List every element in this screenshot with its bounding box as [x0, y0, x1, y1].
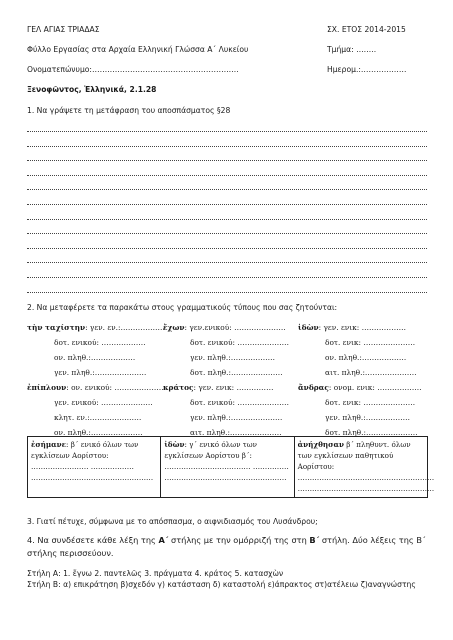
grammar-item: ον. πληθ.:………………… — [54, 428, 143, 437]
grammar-item: γεν. πληθ.:……………… — [325, 413, 411, 422]
answer-line[interactable] — [27, 130, 427, 132]
grammar-item: δοτ. ενικού: ………………… — [190, 398, 290, 407]
question-1: 1. Να γράψετε τη μετάφραση του αποσπάσματος §28 — [27, 106, 231, 115]
grammar-item: δοτ. πληθ.:………………… — [325, 428, 418, 437]
answer-line[interactable] — [27, 188, 427, 190]
class-field: Τμήμα: …….. — [327, 45, 377, 54]
grammar-item: γεν. πληθ.:……………… — [190, 353, 276, 362]
question-4-line2: στήλης περισσεύουν. — [27, 548, 114, 558]
date-field: Ημερομ.:……………… — [327, 65, 407, 74]
answer-line[interactable] — [27, 145, 427, 147]
source-title: Ξενοφῶντος, Ἑλληνικά, 2.1.28 — [27, 85, 157, 94]
grammar-item: δοτ. ενικού: ………………… — [190, 338, 290, 347]
verb-forms-table — [27, 436, 435, 498]
question-4: 4. Να συνδέσετε κάθε λέξη της Α΄ στήλης με την ομόρριζή της στη Β΄ στήλη. Δύο λέξεις της Β΄ — [27, 535, 427, 545]
grammar-item: τὴν ταχίστην: γεν. εν.:……………… — [27, 323, 165, 332]
table-cell: ἰδὼν: γ΄ ενικό όλων των εγκλίσεων Αορίστου β΄: ……………………………… …………… …………………………………………… — [161, 437, 294, 498]
grammar-item: αιτ. πληθ.:………………… — [325, 368, 417, 377]
grammar-item: ἔχων: γεν.ενικού: ………………… — [163, 323, 286, 332]
question-2: 2. Να μεταφέρετε τα παρακάτω στους γραμματικούς τύπους που σας ζητούνται: — [27, 303, 338, 312]
grammar-item: ον. πληθ.:……………… — [54, 353, 136, 362]
grammar-item: ον. πληθ.:……………… — [325, 353, 407, 362]
answer-line[interactable] — [27, 159, 427, 161]
grammar-item: αιτ. πληθ.:………………… — [190, 428, 282, 437]
answer-line[interactable] — [27, 276, 427, 278]
worksheet-title: Φύλλο Εργασίας στα Αρχαία Ελληνική Γλώσσα Α΄ Λυκείου — [27, 45, 249, 54]
grammar-item: δοτ. ενικού: ……………… — [54, 338, 146, 347]
grammar-item: γεν. πληθ.:………………… — [190, 413, 283, 422]
answer-line[interactable] — [27, 203, 427, 205]
answer-line[interactable] — [27, 218, 427, 220]
school-name: ΓΕΛ ΑΓΙΑΣ ΤΡΙΑΔΑΣ — [27, 25, 100, 34]
grammar-item: δοτ. πληθ.:………………… — [190, 368, 283, 377]
table-cell: ἀνήχθησαν β΄ πληθυντ. όλων των εγκλίσεων παθητικού Αορίστου: ………………………………………………… ………………………………………………… — [294, 437, 427, 498]
table-cell: ἐσήμανε: β΄ ενικό όλων των εγκλίσεων Αορίστου: …………………… ……………… …………………………………………… — [28, 437, 161, 498]
grammar-item: ἐπίπλουν: ον. ενικού: ………………… — [27, 383, 167, 392]
grammar-item: γεν. πληθ.:………………… — [54, 368, 147, 377]
name-field: Ονοματεπώνυμο:…………………………………………………. — [27, 65, 239, 74]
grammar-item: γεν. ενικού: ………………… — [54, 398, 153, 407]
answer-line[interactable] — [27, 247, 427, 249]
grammar-item: δοτ. ενικ: ………………… — [325, 398, 416, 407]
answer-line[interactable] — [27, 291, 427, 293]
column-a: Στήλη Α: 1. ἔγνω 2. παντελῶς 3. πράγματα 4. κράτος 5. κατασχὼν — [27, 569, 284, 578]
grammar-item: δοτ. ενικ: ………………… — [325, 338, 416, 347]
grammar-item: ἄνδρας: ονομ. ενικ: ……………… — [298, 383, 422, 392]
question-3: 3. Γιατί πέτυχε, σύμφωνα με το απόσπασμα, ο αιφνιδιασμός του Λυσάνδρου; — [27, 517, 318, 526]
grammar-item: κράτος: γεν. ενικ: …………… — [163, 383, 274, 392]
column-b: Στήλη Β: α) επικράτηση β)σχεδόν γ) κατάσταση δ) καταστολή ε)άπρακτος στ)ατέλειω ζ)αναγνώστης — [27, 580, 416, 589]
answer-line[interactable] — [27, 261, 427, 263]
answer-line[interactable] — [27, 174, 427, 176]
grammar-item: ἰδὼν: γεν. ενικ: ……………… — [298, 323, 406, 332]
school-year: ΣΧ. ΕΤΟΣ 2014-2015 — [327, 25, 406, 34]
grammar-item: κλητ. εν.:………………… — [54, 413, 142, 422]
answer-line[interactable] — [27, 232, 427, 234]
